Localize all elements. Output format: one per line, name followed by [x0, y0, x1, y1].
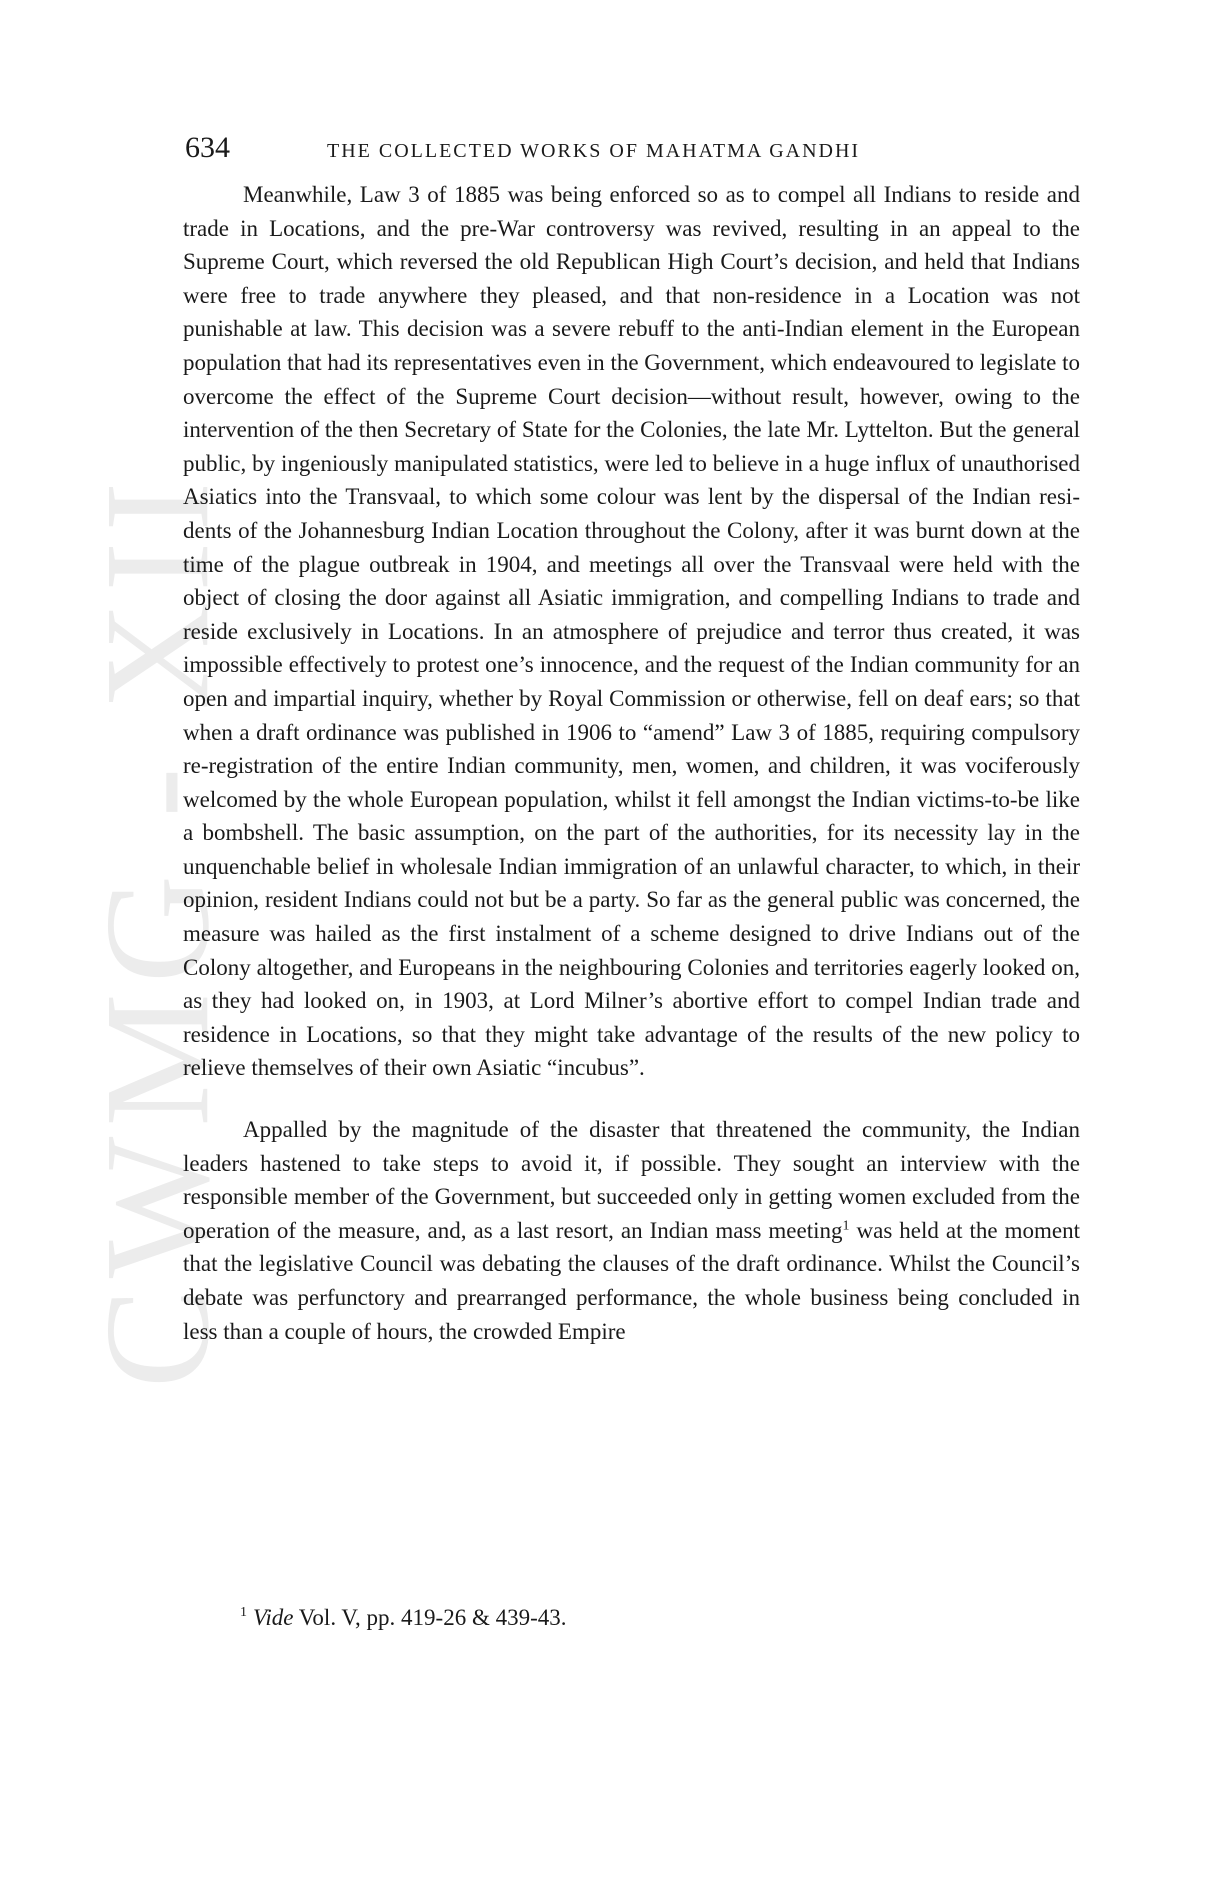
footnote — [240, 1601, 567, 1635]
watermark-text: CWMG - XII — [74, 471, 241, 1389]
footnote-reference-mark: 1 — [842, 1218, 850, 1234]
footnote-reference: Vol. V, pp. 419-26 & 439-43. — [293, 1605, 567, 1630]
page-number: 634 — [185, 131, 230, 164]
paragraph-1: Meanwhile, Law 3 of 1885 was being enforced so as to compel all Indians to reside and trade in Locations, and the pre-War controversy was revived, resulting in an appeal to the Supreme Court, which reversed the old Republican High Court’s decision, and held that Indians were free to trade anywhere they pleased, and that non-residence in a Location was not punishable at law. This decision was a severe rebuff to the anti-Indian element in the European population that had its representatives even in the Government, which endeavoured to legislate to overcome the effect of the Supreme Court decision—without result, however, owing to the intervention of the then Secretary of State for the Colonies, the late Mr. Lyttelton. But the general public, by ingeniously manipulated statistics, were led to believe in a huge influx of unauthorised Asiatics into the Transvaal, to which some colour was lent by the dispersal of the Indian residents of the Johannesburg Indian Location throughout the Colony, after it was burnt down at the time of the plague outbreak in 1904, and meetings all over the Transvaal were held with the object of closing the door against all Asiatic immigration, and compelling Indians to trade and reside exclusively in Locations. In an atmosphere of prejudice and terror thus created, it was impossible effectively to protest one’s innocence, and the request of the Indian community for an open and impartial inquiry, whether by Royal Commission or otherwise, fell on deaf ears; so that when a draft ordinance was published in 1906 to “amend” Law 3 of 1885, requiring compulsory re-registration of the entire Indian community, men, women, and children, it was vociferously welcomed by the whole European population, whilst it fell amongst the Indian victims-to-be like a bombshell. The basic assumption, on the part of the authorities, for its necessity lay in the unquenchable belief in wholesale Indian immigration of an unlawful character, to which, in their opinion, resident Indians could not but be a party. So far as the general public was concerned, the measure was hailed as the first instalment of a scheme designed to drive Indians out of the Colony altogether, and Europeans in the neighbouring Colonies and territories eagerly looked on, as they had looked on, in 1903, at Lord Milner’s abortive effort to compel Indian trade and residence in Locations, so that they might take advantage of the results of the new policy to relieve themselves of their own Asiatic “incubus”. — [183, 182, 1080, 1081]
paragraph-2 — [183, 1113, 1080, 1348]
body-text — [183, 178, 1080, 1348]
paragraph-2-text-before-note: Appalled by the magnitude of the disaster that threatened the community, the Indian leaders hastened to take steps to avoid it, if possible. They sought an interview with the responsible member of the Government, but succeeded only in getting women excluded from the operation of the measure, and, as a last resort, an Indian mass meeting — [183, 1117, 1080, 1243]
footnote-vide: Vide — [253, 1605, 294, 1630]
running-head: THE COLLECTED WORKS OF MAHATMA GANDHI — [327, 140, 861, 162]
paragraph-2-text-after-note: was held at the moment that the legislative Council was debating the clauses of the draft ordinance. Whilst the Council’s debate was perfunctory and prearranged performance, the whole business being concluded in less than a couple of hours, the crowded Empire — [183, 1217, 1080, 1344]
footnote-mark: 1 — [240, 1605, 247, 1621]
page-header — [185, 128, 1085, 172]
